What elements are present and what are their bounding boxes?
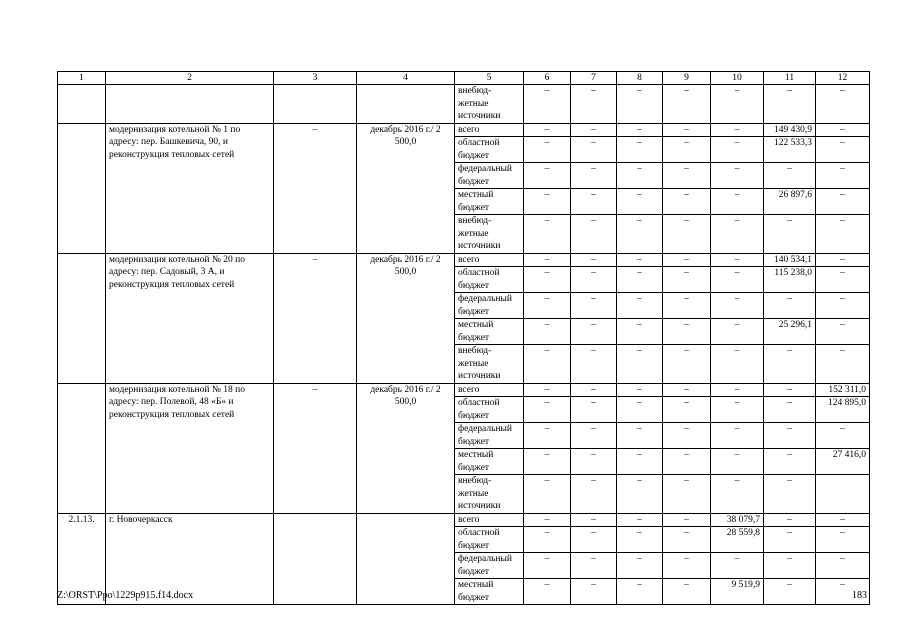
cell-value: – [571, 345, 617, 384]
cell-value: – [816, 253, 870, 267]
cell-value: – [711, 553, 764, 579]
cell-value: – [764, 449, 816, 475]
cell-value: – [524, 579, 571, 605]
cell-value: – [663, 513, 711, 527]
source-label: федеральный бюджет [455, 423, 524, 449]
cell-term [357, 85, 455, 124]
source-label: областной бюджет [455, 267, 524, 293]
cell-value: – [764, 527, 816, 553]
cell-value: – [571, 267, 617, 293]
cell-value: – [571, 319, 617, 345]
item-term: декабрь 2016 г./ 2 500,0 [357, 383, 455, 513]
cell-value: – [617, 449, 663, 475]
cell-value: 28 559,8 [711, 527, 764, 553]
cell-value: – [816, 553, 870, 579]
cell-value: – [663, 383, 711, 397]
cell-value: – [524, 553, 571, 579]
cell-value: – [571, 423, 617, 449]
cell-value: – [663, 215, 711, 254]
cell-value: 38 079,7 [711, 513, 764, 527]
cell-value: – [524, 475, 571, 514]
cell-value: – [764, 163, 816, 189]
cell-value: – [524, 137, 571, 163]
cell-value: – [764, 397, 816, 423]
cell-value: – [617, 319, 663, 345]
cell-num [58, 85, 106, 124]
cell-value: – [617, 85, 663, 124]
item-description: модернизация котельной № 20 по адресу: пер. Садовый, 3 А, и реконструкция тепловых сетей [106, 253, 274, 383]
cell-value: – [711, 345, 764, 384]
cell-value: – [764, 293, 816, 319]
cell-value: – [711, 475, 764, 514]
cell-value: – [524, 345, 571, 384]
cell-value: – [764, 423, 816, 449]
cell-value: – [617, 163, 663, 189]
cell-value: 124 895,0 [816, 397, 870, 423]
budget-table [57, 71, 870, 605]
cell-value: – [816, 137, 870, 163]
cell-value: – [524, 189, 571, 215]
column-number-row [58, 72, 870, 85]
cell-value: – [711, 449, 764, 475]
cell-value: – [816, 319, 870, 345]
cell-value: – [571, 527, 617, 553]
cell-value: – [524, 423, 571, 449]
cell-value: – [816, 293, 870, 319]
column-number-12: 12 [816, 72, 870, 85]
cell-value: – [571, 579, 617, 605]
cell-value: – [663, 423, 711, 449]
table-row [58, 253, 870, 267]
cell-value: – [571, 85, 617, 124]
source-label: местный бюджет [455, 579, 524, 605]
cell-value: – [571, 553, 617, 579]
source-label: областной бюджет [455, 397, 524, 423]
cell-value: – [571, 189, 617, 215]
cell-value: – [663, 319, 711, 345]
cell-value: – [764, 85, 816, 124]
column-number-2: 2 [106, 72, 274, 85]
cell-value: – [524, 449, 571, 475]
column-number-9: 9 [663, 72, 711, 85]
cell-value: 27 416,0 [816, 449, 870, 475]
cell-value: – [816, 123, 870, 137]
cell-value: – [617, 189, 663, 215]
cell-col3 [274, 85, 357, 124]
cell-value: – [711, 253, 764, 267]
cell-value: – [663, 123, 711, 137]
cell-value: – [617, 475, 663, 514]
cell-value: – [663, 397, 711, 423]
item-term: декабрь 2016 г./ 2 500,0 [357, 123, 455, 253]
cell-value: – [617, 215, 663, 254]
column-number-7: 7 [571, 72, 617, 85]
item-col3: – [274, 383, 357, 513]
cell-value: – [764, 215, 816, 254]
cell-value: – [571, 163, 617, 189]
cell-value: – [711, 123, 764, 137]
cell-value: – [571, 137, 617, 163]
cell-value: – [816, 579, 870, 605]
cell-value: – [617, 293, 663, 319]
cell-value: 9 519,9 [711, 579, 764, 605]
cell-value: – [663, 293, 711, 319]
cell-value: – [711, 189, 764, 215]
cell-value: – [617, 253, 663, 267]
source-label: всего [455, 383, 524, 397]
cell-value: – [711, 319, 764, 345]
cell-value: 26 897,6 [764, 189, 816, 215]
source-label: федеральный бюджет [455, 163, 524, 189]
column-number-3: 3 [274, 72, 357, 85]
cell-value: – [711, 383, 764, 397]
column-number-8: 8 [617, 72, 663, 85]
cell-value: – [571, 383, 617, 397]
cell-value: 152 311,0 [816, 383, 870, 397]
cell-value: – [711, 137, 764, 163]
cell-value: – [816, 163, 870, 189]
cell-value: – [617, 513, 663, 527]
cell-value: – [663, 475, 711, 514]
cell-value: – [617, 123, 663, 137]
cell-value: – [711, 397, 764, 423]
cell-value: – [764, 579, 816, 605]
cell-value: – [617, 397, 663, 423]
cell-value: – [524, 527, 571, 553]
cell-value: – [711, 423, 764, 449]
source-label: федеральный бюджет [455, 293, 524, 319]
cell-value: – [617, 267, 663, 293]
cell-value: – [816, 527, 870, 553]
cell-value: – [764, 345, 816, 384]
cell-value: – [617, 553, 663, 579]
cell-value: 122 533,3 [764, 137, 816, 163]
table-row [58, 383, 870, 397]
cell-value: – [571, 449, 617, 475]
item-description: г. Новочеркасск [106, 513, 274, 605]
item-col3: – [274, 253, 357, 383]
cell-value: – [663, 449, 711, 475]
column-number-11: 11 [764, 72, 816, 85]
table-row [58, 85, 870, 124]
cell-value: – [711, 293, 764, 319]
cell-value: – [524, 319, 571, 345]
source-label: внебюд-жетные источники [455, 215, 524, 254]
item-term: декабрь 2016 г./ 2 500,0 [357, 253, 455, 383]
cell-value: – [571, 215, 617, 254]
cell-value: – [816, 513, 870, 527]
cell-value: – [663, 253, 711, 267]
source-label: местный бюджет [455, 189, 524, 215]
cell-value: – [524, 267, 571, 293]
cell-value: – [764, 383, 816, 397]
cell-value: – [663, 85, 711, 124]
cell-value: – [764, 553, 816, 579]
cell-value: – [816, 215, 870, 254]
cell-value: – [617, 383, 663, 397]
item-number [58, 123, 106, 253]
cell-value: – [816, 189, 870, 215]
cell-value: – [524, 293, 571, 319]
cell-value: – [524, 123, 571, 137]
column-number-6: 6 [524, 72, 571, 85]
cell-value: – [663, 189, 711, 215]
cell-source: внебюд-жетные источники [455, 85, 524, 124]
source-label: областной бюджет [455, 527, 524, 553]
source-label: федеральный бюджет [455, 553, 524, 579]
column-number-1: 1 [58, 72, 106, 85]
cell-value: – [571, 397, 617, 423]
item-number: 2.1.13. [58, 513, 106, 605]
item-col3 [274, 513, 357, 605]
cell-value: 115 238,0 [764, 267, 816, 293]
cell-value: – [571, 513, 617, 527]
table-header [58, 72, 870, 85]
cell-value: – [816, 85, 870, 124]
cell-value: – [571, 123, 617, 137]
cell-value: – [617, 527, 663, 553]
cell-value: – [571, 475, 617, 514]
cell-value: – [663, 267, 711, 293]
footer-page-number: 183 [852, 590, 867, 601]
cell-value: – [524, 253, 571, 267]
item-number [58, 383, 106, 513]
table-row [58, 513, 870, 527]
cell-value: – [816, 423, 870, 449]
item-term [357, 513, 455, 605]
cell-value: – [524, 513, 571, 527]
cell-description [106, 85, 274, 124]
cell-value: – [617, 137, 663, 163]
item-number [58, 253, 106, 383]
cell-value: – [711, 215, 764, 254]
cell-value: – [524, 163, 571, 189]
cell-value: – [711, 267, 764, 293]
table-row [58, 123, 870, 137]
source-label: местный бюджет [455, 449, 524, 475]
cell-value: – [663, 553, 711, 579]
cell-value: – [764, 513, 816, 527]
cell-value: – [663, 527, 711, 553]
source-label: внебюд-жетные источники [455, 345, 524, 384]
item-col3: – [274, 123, 357, 253]
source-label: местный бюджет [455, 319, 524, 345]
cell-value: 25 296,1 [764, 319, 816, 345]
cell-value: – [711, 163, 764, 189]
cell-value: – [663, 163, 711, 189]
cell-value: – [571, 293, 617, 319]
cell-value: – [617, 579, 663, 605]
footer-file-path: Z:\ORST\Ppo\1229p915.f14.docx [57, 590, 194, 601]
cell-value [816, 475, 870, 514]
source-label: всего [455, 513, 524, 527]
item-description: модернизация котельной № 18 по адресу: пер. Полевой, 48 «Б» и реконструкция тепловых сетей [106, 383, 274, 513]
cell-value: – [571, 253, 617, 267]
cell-value: – [711, 85, 764, 124]
cell-value: – [816, 345, 870, 384]
cell-value: – [816, 267, 870, 293]
source-label: всего [455, 253, 524, 267]
cell-value: 140 534,1 [764, 253, 816, 267]
cell-value: – [524, 85, 571, 124]
column-number-10: 10 [711, 72, 764, 85]
source-label: областной бюджет [455, 137, 524, 163]
column-number-5: 5 [455, 72, 524, 85]
source-label: всего [455, 123, 524, 137]
cell-value: – [524, 383, 571, 397]
cell-value: 149 430,9 [764, 123, 816, 137]
source-label: внебюд-жетные источники [455, 475, 524, 514]
cell-value: – [663, 137, 711, 163]
cell-value: – [617, 423, 663, 449]
cell-value: – [663, 579, 711, 605]
cell-value: – [524, 215, 571, 254]
item-description: модернизация котельной № 1 по адресу: пер. Башкевича, 90, и реконструкция тепловых сетей [106, 123, 274, 253]
table-body [58, 85, 870, 605]
column-number-4: 4 [357, 72, 455, 85]
cell-value: – [524, 397, 571, 423]
cell-value: – [663, 345, 711, 384]
cell-value: – [764, 475, 816, 514]
cell-value: – [617, 345, 663, 384]
